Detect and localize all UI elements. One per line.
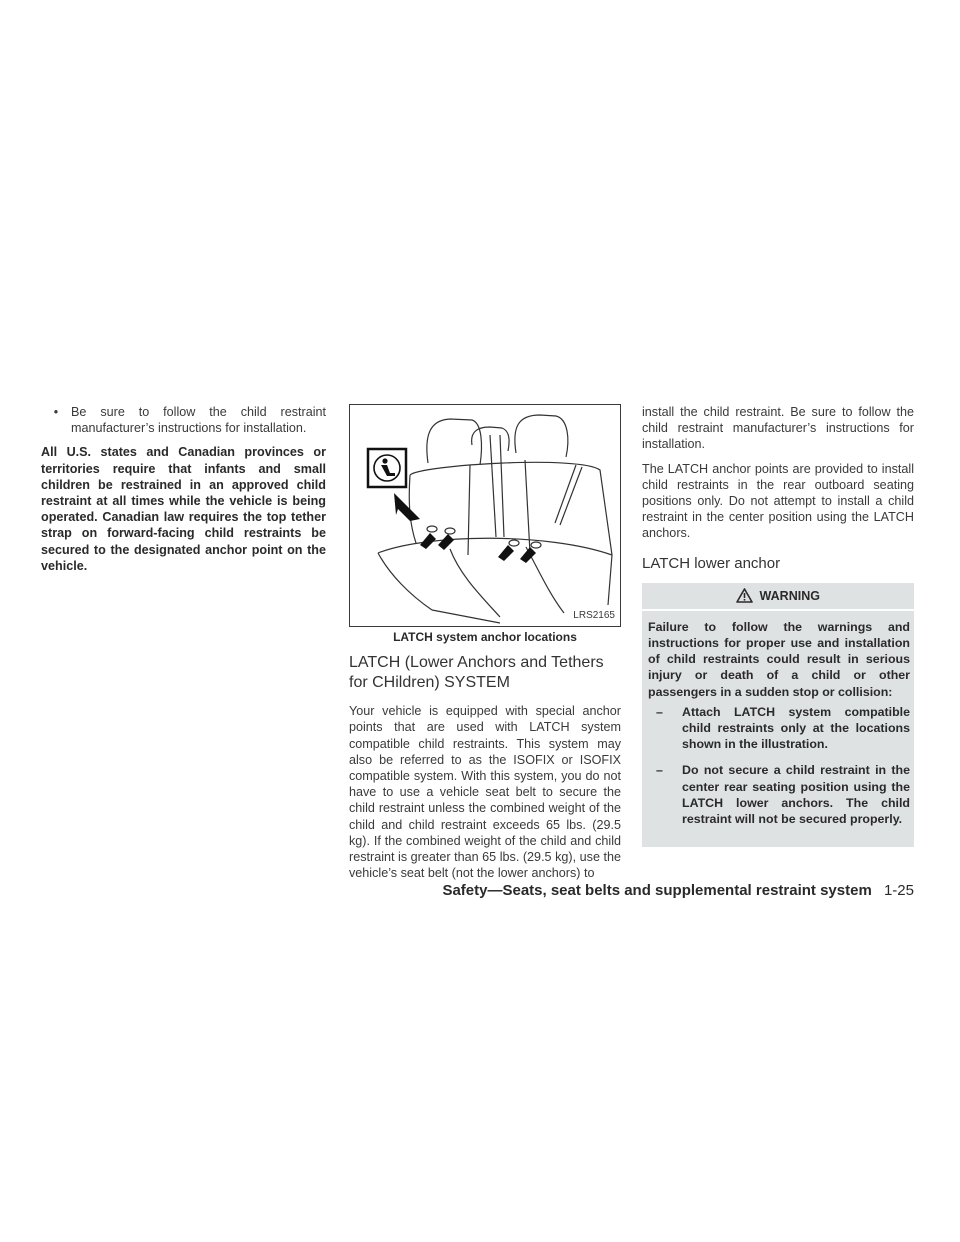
warning-body <box>642 611 914 827</box>
installation-paragraph: install the child restraint. Be sure to follow the child restraint manufacturer’s instructions for installation. <box>642 405 914 452</box>
warning-item-text: Do not secure a child restraint in the center rear seating position using the LATCH lower anchors. The child restraint will not be secured properly. <box>682 763 910 827</box>
figure-caption: LATCH system anchor locations <box>393 630 577 644</box>
warning-item <box>648 704 910 753</box>
right-headrest-shape <box>515 415 568 457</box>
dash-marker: – <box>656 763 663 778</box>
figure-code: LRS2165 <box>573 609 615 621</box>
warning-item-text: Attach LATCH system compatible child restraints only at the locations shown in the illustration. <box>682 704 910 752</box>
warning-triangle-icon <box>736 588 753 603</box>
bullet-dot: • <box>53 405 59 419</box>
left-headrest-shape <box>427 419 482 465</box>
latch-anchor-illustration <box>349 404 621 627</box>
dash-marker: – <box>656 704 663 719</box>
footer-section-title: Safety—Seats, seat belts and supplemental restraint system <box>442 882 872 899</box>
bullet-item <box>41 404 326 436</box>
warning-header <box>642 583 914 611</box>
warning-item <box>648 762 910 827</box>
left-column <box>41 404 326 582</box>
warning-box <box>642 583 914 848</box>
page-number: 1-25 <box>883 882 914 899</box>
page-footer <box>442 882 914 899</box>
legal-requirement-paragraph: All U.S. states and Canadian provinces or territories require that infants and small children be restrained in an approved child restraint at all times while the vehicle is being operated. Canadian law requires the top tether strap on forward-facing child restraints be secured to the designated anchor point on the vehicle. <box>41 445 326 573</box>
latch-description-paragraph: Your vehicle is equipped with special anchor points that are used with LATCH system compatible child restraints. This system may also be referred to as the ISOFIX or ISOFIX compatible system. With this system, you do not have to use a vehicle seat belt to secure the child restraint unless the combined weight of the child and child restraint exceeds 65 lbs. (29.5 kg). If the combined weight of the child and child restraint is greater than 65 lbs. (29.5 kg), use the vehicle’s seat belt (not the lower anchors) to <box>349 704 621 881</box>
rear-seat-drawing <box>350 405 620 626</box>
middle-column <box>349 404 621 889</box>
anchor-points-paragraph: The LATCH anchor points are provided to install child restraints in the rear outboard seating positions only. Do not attempt to install a child restraint in the center position using the LATCH anchors. <box>642 461 914 541</box>
bullet-text: Be sure to follow the child restraint manufacturer’s instructions for installation. <box>71 405 326 436</box>
lower-anchor-subheading: LATCH lower anchor <box>642 554 781 572</box>
warning-title: WARNING <box>759 588 820 603</box>
warning-intro: Failure to follow the warnings and instructions for proper use and installation of child restraints could result in serious injury or death of a child or other passengers in a sudden stop or collision: <box>648 619 910 699</box>
right-column <box>642 404 914 847</box>
latch-section-heading: LATCH (Lower Anchors and Tethers for CHildren) SYSTEM <box>349 654 604 692</box>
